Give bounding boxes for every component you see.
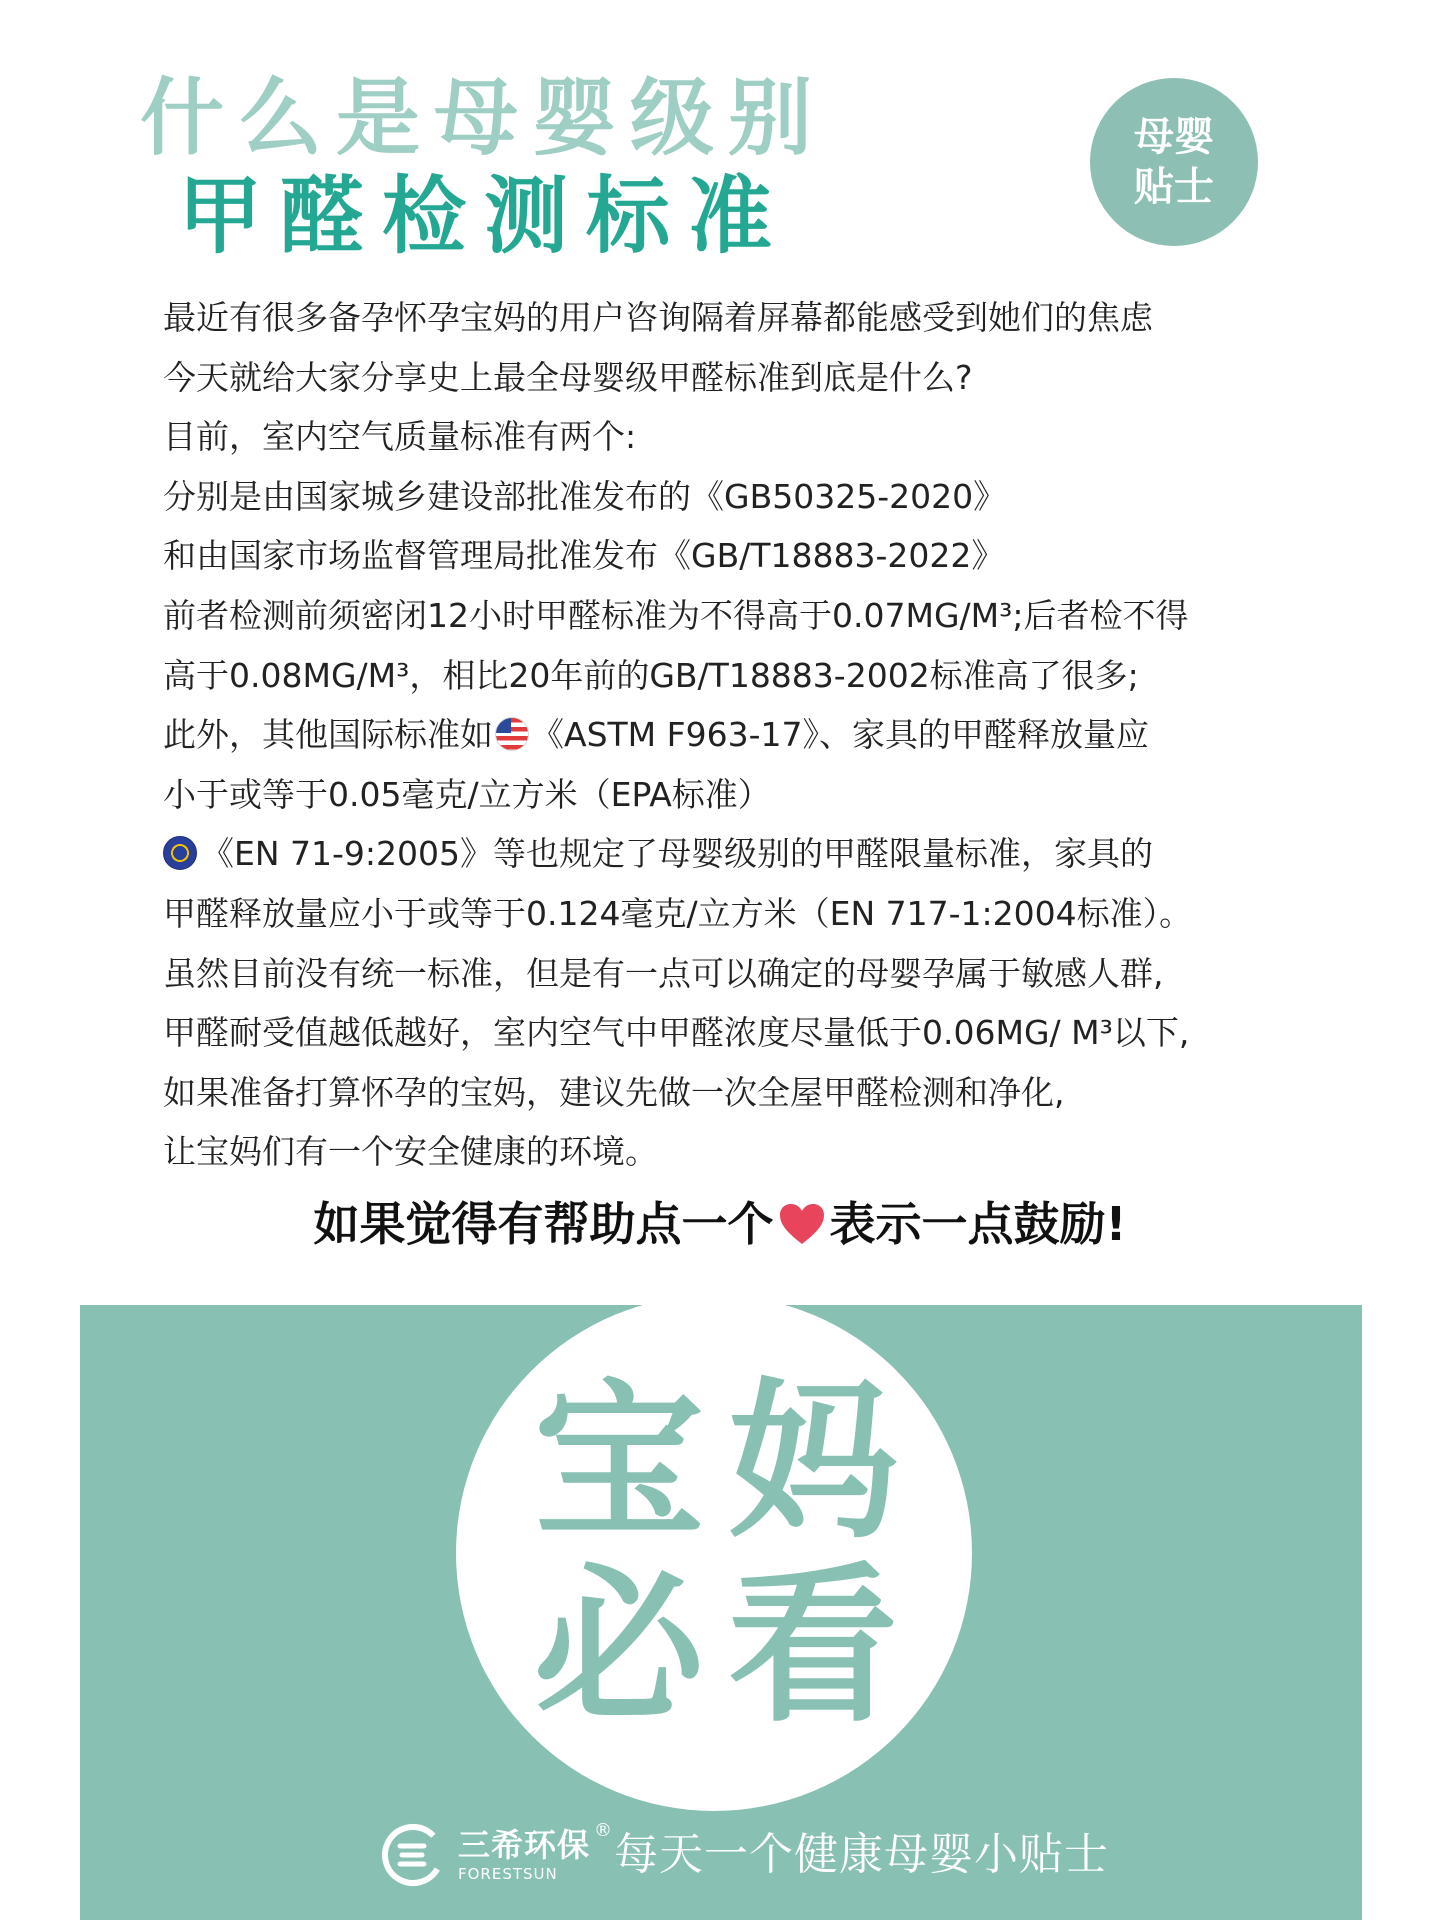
body-line: 小于或等于0.05毫克/立方米（EPA标准）	[163, 774, 771, 814]
body-line: 目前，室内空气质量标准有两个:	[163, 417, 637, 457]
brand-logo-icon	[380, 1822, 446, 1888]
body-line: 甲醛释放量应小于或等于0.124毫克/立方米（EN 717-1:2004标准）。	[163, 893, 1193, 933]
brand-name	[458, 1820, 613, 1884]
body-line: 虽然目前没有统一标准，但是有一点可以确定的母婴孕属于敏感人群,	[163, 953, 1164, 993]
registered-mark: ®	[594, 1820, 613, 1841]
cta-after: 表示一点鼓励!	[829, 1197, 1127, 1251]
body-line: 让宝妈们有一个安全健康的环境。	[163, 1132, 658, 1172]
badge-line-2: 贴士	[1134, 164, 1214, 210]
body-line: 如果准备打算怀孕的宝妈，建议先做一次全屋甲醛检测和净化,	[163, 1072, 1065, 1112]
footer-brand	[380, 1810, 1109, 1900]
us-flag-icon	[495, 717, 529, 751]
call-to-action	[0, 1192, 1440, 1256]
cta-before: 如果觉得有帮助点一个	[313, 1197, 774, 1251]
body-line: 最近有很多备孕怀孕宝妈的用户咨询隔着屏幕都能感受到她们的焦虑	[163, 298, 1153, 337]
footer-slogan: 每天一个健康母婴小贴士	[614, 1829, 1110, 1880]
badge-line-1: 母婴	[1134, 114, 1214, 160]
body-line: 分别是由国家城乡建设部批准发布的《GB50325-2020》	[163, 476, 1007, 516]
body-line: 高于0.08MG/M³，相比20年前的GB/T18883-2002标准高了很多;	[163, 655, 1139, 695]
banner-char: 必	[533, 1548, 704, 1746]
body-line: 今天就给大家分享史上最全母婴级甲醛标准到底是什么?	[163, 357, 973, 397]
banner-char: 宝	[533, 1364, 704, 1562]
body-line: 前者检测前须密闭12小时甲醛标准为不得高于0.07MG/M³;后者检不得	[163, 595, 1189, 635]
us-line-after: 《ASTM F963-17》、家具的甲醛释放量应	[531, 715, 1150, 755]
article-body	[163, 288, 1303, 1182]
eu-flag-icon	[163, 836, 197, 870]
body-line-us-standard	[163, 705, 1303, 765]
title-line-2: 甲醛检测标准	[178, 167, 791, 265]
eu-line-after: 《EN 71-9:2005》等也规定了母婴级别的甲醛限量标准，家具的	[201, 834, 1154, 874]
banner-char: 看	[727, 1548, 898, 1746]
heart-icon	[778, 1202, 826, 1246]
body-line: 甲醛耐受值越低越好，室内空气中甲醛浓度尽量低于0.06MG/ M³以下,	[163, 1013, 1190, 1053]
banner-char: 妈	[727, 1364, 898, 1562]
tips-badge	[1090, 78, 1258, 246]
brand-name-cn: 三希环保	[458, 1826, 591, 1864]
us-line-before: 此外，其他国际标准如	[163, 715, 493, 755]
body-line: 和由国家市场监督管理局批准发布《GB/T18883-2022》	[163, 536, 1005, 576]
body-line-eu-standard	[163, 824, 1303, 884]
title-line-1: 什么是母婴级别	[140, 69, 827, 167]
brand-name-en: FORESTSUN	[458, 1865, 558, 1883]
